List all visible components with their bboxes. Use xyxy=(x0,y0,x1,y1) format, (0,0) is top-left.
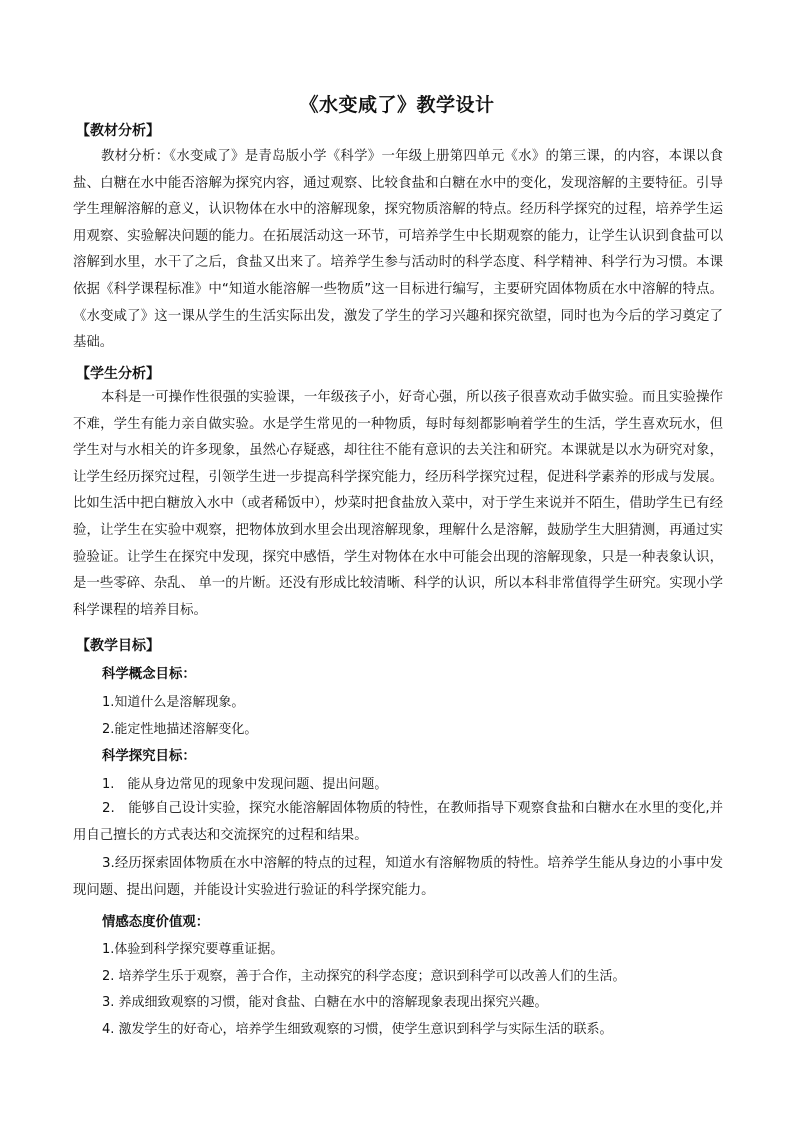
section-heading-material: 【教材分析】 xyxy=(76,123,160,139)
material-analysis-paragraph: 教材分析：《水变咸了》是青岛版小学《科学》一年级上册第四单元《水》的第三课，的内容，本课以食盐、白糖在水中能否溶解为探究内容，通过观察、比较食盐和白糖在水中的变化，发现溶解的主要特征。引导学生理解溶解的意义，认识物体在水中的溶解现象，探究物质溶解的特点。经历科学探究的过程，培养学生运用观察、实验解决问题的能力。在拓展活动这一环节，可培养学生中长期观察的能力，让学生认识到食盐可以溶解到水里，水干了之后，食盐又出来了。培养学生参与活动时的科学态度、科学精神、科学行为习惯。本课依据《科学课程标准》中“知道水能溶解一些物质”这一目标进行编写，主要研究固体物质在水中溶解的特点。《水变咸了》这一课从学生的生活实际出发，激发了学生的学习兴趣和探究欲望，同时也为今后的学习奠定了基础。 xyxy=(73,149,723,351)
concept-goal-item: 1.知道什么是溶解现象。 xyxy=(102,695,245,710)
concept-goal-item: 2.能定性地描述溶解变化。 xyxy=(102,722,258,737)
inquiry-goal-item: 3.经历探索固体物质在水中溶解的特点的过程，知道水有溶解物质的特性。培养学生能从身边的小事中发现问题、提出问题，并能设计实验进行验证的科学探究能力。 xyxy=(73,856,723,898)
emotion-goal-item: 4. 激发学生的好奇心，培养学生细致观察的习惯，使学生意识到科学与实际生活的联系。 xyxy=(102,1022,613,1037)
student-analysis-paragraph: 本科是一可操作性很强的实验课，一年级孩子小，好奇心强，所以孩子很喜欢动手做实验。而且实验操作不难，学生有能力亲自做实验。水是学生常见的一种物质，每时每刻都影响着学生的生活，学生喜欢玩水，但学生对与水相关的许多现象，虽然心存疑惑，却往往不能有意识的去关注和研究。本课就是以水为研究对象，让学生经历探究过程，引领学生进一步提高科学探究能力，经历科学探究过程，促进科学素养的形成与发展。比如生活中把白糖放入水中（或者稀饭中），炒菜时把食盐放入菜中，对于学生来说并不陌生，借助学生已有经验，让学生在实验中观察，把物体放到水里会出现溶解现象，理解什么是溶解，鼓励学生大胆猜测，再通过实验验证。让学生在探究中发现，探究中感悟，学生对物体在水中可能会出现的溶解现象，只是一种表象认识，是一些零碎、杂乱、 单一的片断。还没有形成比较清晰、科学的认识，所以本科非常值得学生研究。实现小学科学课程的培养目标。 xyxy=(73,390,723,618)
concept-goals-label: 科学概念目标： xyxy=(102,667,196,682)
emotion-goal-item: 2. 培养学生乐于观察，善于合作，主动探究的科学态度；意识到科学可以改善人们的生活。 xyxy=(102,969,626,984)
inquiry-goals-label: 科学探究目标： xyxy=(102,749,196,764)
page-title: 《水变咸了》教学设计 xyxy=(299,94,495,116)
inquiry-goal-item: 2. 能够自己设计实验，探究水能溶解固体物质的特性，在教师指导下观察食盐和白糖水在水里的变化,并用自己擅长的方式表达和交流探究的过程和结果。 xyxy=(73,801,723,843)
emotion-goal-item: 1.体验到科学探究要尊重证据。 xyxy=(102,942,284,957)
section-heading-student: 【学生分析】 xyxy=(76,366,160,382)
emotion-goals-label: 情感态度价值观： xyxy=(102,915,210,930)
inquiry-goal-item: 1. 能从身边常见的现象中发现问题、提出问题。 xyxy=(102,777,388,792)
section-heading-goals: 【教学目标】 xyxy=(76,638,160,654)
emotion-goal-item: 3. 养成细致观察的习惯，能对食盐、白糖在水中的溶解现象表现出探究兴趣。 xyxy=(102,995,548,1010)
